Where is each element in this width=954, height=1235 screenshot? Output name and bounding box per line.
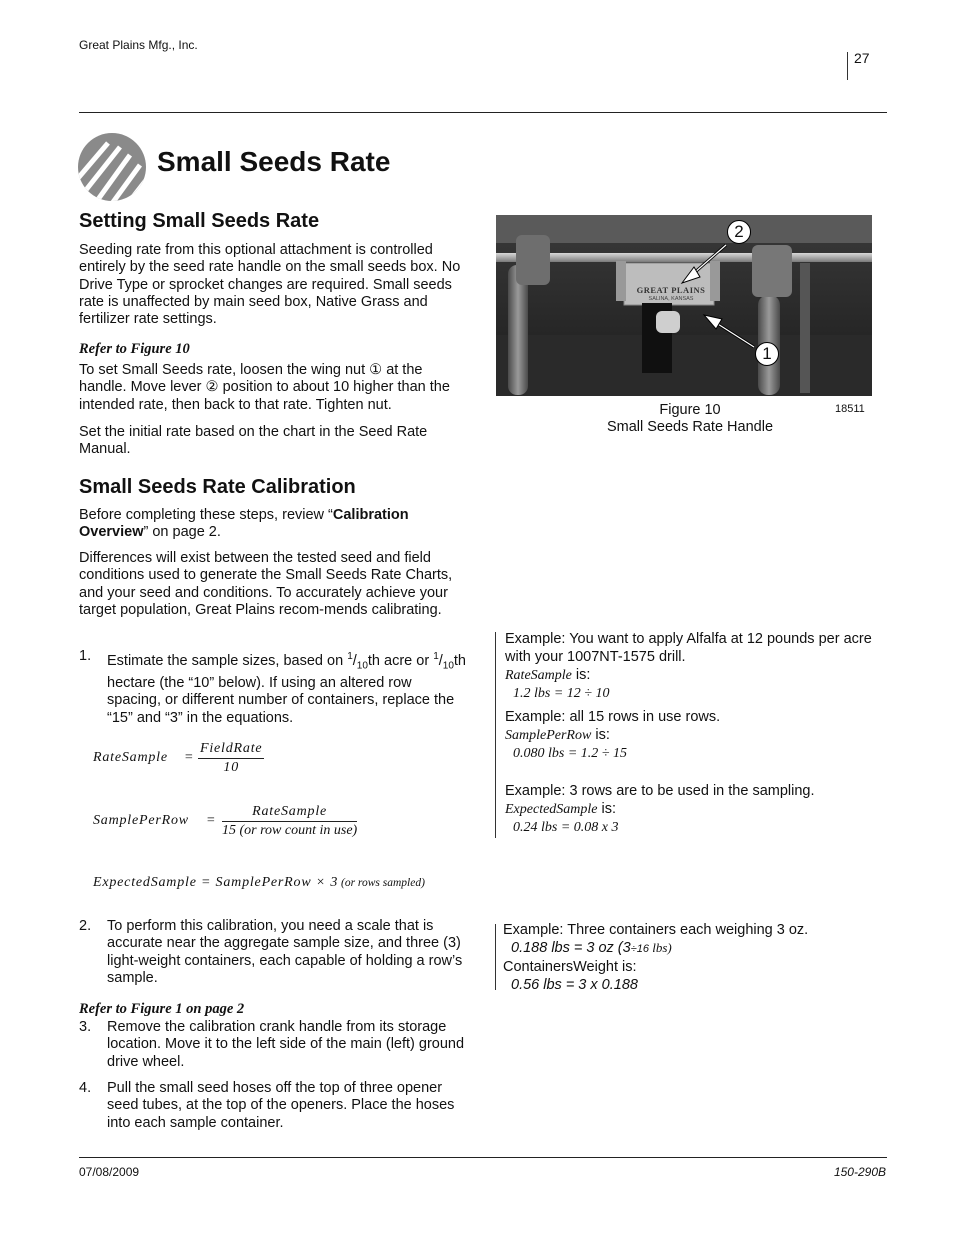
plate-text-line2: SALINA, KANSAS [648,296,694,302]
step-1-text: Estimate the sample sizes, based on $^1/_{10}th$ acre or $^1/_{10}th$ hectare (the “10” below). If using an altered row spacing, or different number of containers, replace the “15” and “3” in the equations. [107,651,466,726]
example-3: Example: 3 rows are to be used in the sampling. ExpectedSample is: 0.24 lbs = 0.08 x 3 [505,783,815,835]
plate-text-line1: GREAT PLAINS [636,285,706,295]
eq2-fraction: RateSample 15 (or row count in use) [222,804,358,838]
calibration-intro: Before completing these steps, review “Calibration Overview” on page 2. [79,507,409,541]
step-3-text: Remove the calibration crank handle from its storage location. Move it to the left side of the main (left) ground drive wheel. [107,1019,465,1070]
step-3-number: 3. [79,1019,92,1035]
figure-caption-title: Small Seeds Rate Handle [606,419,774,435]
setting-paragraph-1: Seeding rate from this optional attachment is controlled entirely by the seed rate handle on the small seeds box. No Drive Type or sprocket changes are required. Small seeds rate is unaffected by main seed box, Native Grass and fertilizer rate settings. [79,242,461,328]
eq2-equals: = [206,813,217,828]
example-4: Example: Three containers each weighing 3 oz. 0.188 lbs = 3 oz (3÷16 lbs) ContainersWeight is: 0.56 lbs = 3 x 0.188 [503,922,809,993]
figure-caption-label: Figure 10 [659,402,721,418]
footer-doc-id: 150-290B [833,1165,886,1179]
footer-date: 07/08/2009 [79,1165,140,1179]
setting-paragraph-2: To set Small Seeds rate, loosen the wing nut ① at the handle. Move lever ② position to about 10 higher than the intended rate, then back to that rate. Tighten nut. [79,362,450,413]
header-divider [847,52,848,80]
eq1-lhs: RateSample [93,750,168,765]
callout-1-badge: 1 [755,342,779,366]
page-title: Small Seeds Rate [157,146,391,177]
step-4-number: 4. [79,1080,92,1096]
step-2-text: To perform this calibration, you need a scale that is accurate near the aggregate sample size, and three (3) light-weight containers, each capable of holding a row’s sample. [107,918,463,986]
examples-sidebar-rule [495,632,496,838]
step-2-number: 2. [79,918,92,934]
company-name: Great Plains Mfg., Inc. [79,38,198,52]
examples-sidebar-rule-2 [495,924,496,990]
step-1-number: 1. [79,648,92,664]
section-heading-setting: Setting Small Seeds Rate [79,210,320,232]
header-rule [79,112,887,113]
figure-id: 18511 [835,403,865,415]
step-4-text: Pull the small seed hoses off the top of three opener seed tubes, at the top of the openers. Place the hoses into each sample container. [107,1080,455,1131]
footer-rule [79,1157,887,1158]
example-1: Example: You want to apply Alfalfa at 12 pounds per acre with your 1007NT-1575 drill. RateSample is: 1.2 lbs = 12 ÷ 10 [505,631,872,701]
great-plains-logo-icon [78,133,146,201]
eq3: ExpectedSample = SamplePerRow × 3 (or rows sampled) [93,875,425,890]
eq1-fraction: FieldRate 10 [200,741,263,775]
eq1-equals: = [184,750,195,765]
section-heading-calibration: Small Seeds Rate Calibration [79,476,356,498]
calibration-paragraph: Differences will exist between the tested seed and field conditions used to generate the Small Seeds Rate Charts, and your seed and conditions. To accurately achieve your target population, Great Plains recom-mends calibrating. [79,550,453,618]
setting-paragraph-3: Set the initial rate based on the chart in the Seed Rate Manual. [79,424,428,458]
eq2-lhs: SamplePerRow [93,813,189,828]
figure-1-reference: Refer to Figure 1 on page 2 [79,1001,245,1017]
calibration-overview-link[interactable]: Calibration Overview [79,507,409,541]
example-2: Example: all 15 rows in use rows. SamplePerRow is: 0.080 lbs = 1.2 ÷ 15 [505,709,721,761]
figure-reference: Refer to Figure 10 [79,341,190,357]
page-number: 27 [854,50,870,66]
callout-arrows [496,215,872,396]
callout-2-badge: 2 [727,220,751,244]
